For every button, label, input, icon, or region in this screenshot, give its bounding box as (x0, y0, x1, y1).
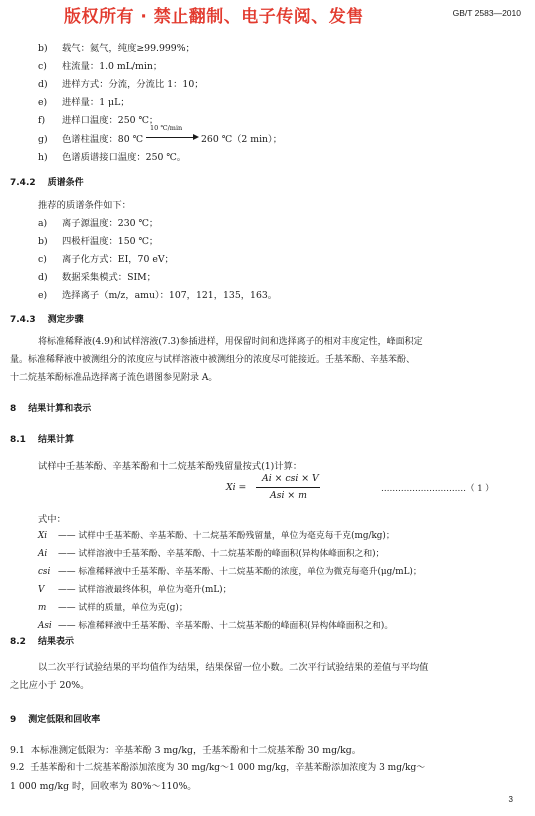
variable-definition: csi —— 标准稀释液中壬基苯酚、辛基苯酚、十二烷基苯酚的浓度，单位为微克每毫升(μg/mL)； (38, 567, 422, 577)
formula-lhs: Xi = (226, 482, 247, 493)
gc-interface-item: h) 色谱质谱接口温度：250 ℃。 (38, 152, 187, 163)
result-line: 以二次平行试验结果的平均值作为结果，结果保留一位小数。二次平行试验结果的差值与平均值 (38, 662, 429, 673)
procedure-line: 十二烷基苯酚标准品选择离子流色谱图参见附录 A。 (10, 373, 218, 383)
ms-item: d) 数据采集模式：SIM； (38, 272, 156, 283)
variable-definition: V —— 试样溶液最终体积，单位为毫升(mL)； (38, 585, 232, 595)
variable-definition: Asi —— 标准稀释液中壬基苯酚、辛基苯酚、十二烷基苯酚的峰面积(异构体峰面积之和)。 (38, 621, 394, 631)
variable-definition: m —— 试样的质量，单位为克(g)； (38, 603, 188, 613)
section-heading-9: 9 测定低限和回收率 (10, 715, 101, 725)
procedure-line: 将标准稀释液(4.9)和试样溶液(7.3)参插进样，用保留时间和选择离子的相对丰度定性，峰面积定 (38, 337, 423, 347)
recovery-line: 1 000 mg/kg 时，回收率为 80%～110%。 (10, 781, 197, 792)
page-number: 3 (508, 795, 513, 804)
formula-denominator: Asi × m (270, 490, 307, 501)
gc-item: d) 进样方式：分流，分流比 1：10； (38, 79, 204, 90)
temp-program-arrow (146, 137, 194, 138)
recovery-line: 9.2 壬基苯酚和十二烷基苯酚添加浓度为 30 mg/kg～1 000 mg/kg，辛基苯酚添加浓度为 3 mg/kg～ (10, 763, 426, 773)
arrow-head-icon (193, 134, 199, 140)
gc-item: b) 载气：氦气，纯度≥99.999%； (38, 43, 195, 54)
temp-rate-label: 10 ℃/min (150, 124, 183, 132)
variable-definition: Xi —— 试样中壬基苯酚、辛基苯酚、十二烷基苯酚残留量，单位为毫克每千克(mg/kg)； (38, 531, 395, 541)
procedure-line: 量。标准稀释液中被测组分的浓度应与试样溶液中被测组分的浓度尽可能接近。壬基苯酚、辛基苯酚、 (10, 355, 416, 365)
fraction-bar (256, 487, 320, 488)
gc-item: f) 进样口温度：250 ℃； (38, 115, 159, 126)
where-label: 式中： (38, 514, 66, 525)
formula-number: …………………………（ 1 ） (381, 484, 494, 494)
gc-item: e) 进样量：1 μL； (38, 97, 130, 108)
standard-code: GB/T 2583—2010 (452, 8, 521, 18)
detection-limit: 9.1 本标准测定低限为：辛基苯酚 3 mg/kg，壬基苯酚和十二烷基苯酚 30 mg/kg。 (10, 745, 362, 756)
ms-item: a) 离子源温度：230 ℃； (38, 218, 159, 229)
column-temp-item: g) 色谱柱温度：80 ℃ (38, 134, 143, 145)
ms-item: c) 离子化方式：EI，70 eV； (38, 254, 174, 265)
result-line: 之比应小于 20%。 (10, 680, 90, 691)
ms-item: e) 选择离子（m/z，amu）：107，121，135，163。 (38, 290, 278, 301)
ms-item: b) 四极杆温度：150 ℃； (38, 236, 159, 247)
column-temp-final: 260 ℃（2 min）； (201, 134, 282, 145)
section-heading-7-4-2: 7.4.2 质谱条件 (10, 178, 84, 188)
formula-numerator: Ai × csi × V (262, 473, 319, 484)
ms-intro: 推荐的质谱条件如下： (38, 200, 131, 211)
calc-intro: 试样中壬基苯酚、辛基苯酚和十二烷基苯酚残留量按式(1)计算： (38, 461, 303, 472)
section-heading-8-2: 8.2 结果表示 (10, 637, 74, 647)
gc-item: c) 柱流量：1.0 mL/min； (38, 61, 163, 72)
section-heading-7-4-3: 7.4.3 测定步骤 (10, 315, 84, 325)
section-heading-8-1: 8.1 结果计算 (10, 435, 74, 445)
section-heading-8: 8 结果计算和表示 (10, 404, 92, 414)
copyright-watermark: 版权所有 · 禁止翻制、电子传阅、发售 (64, 7, 364, 27)
variable-definition: Ai —— 试样溶液中壬基苯酚、辛基苯酚、十二烷基苯酚的峰面积(异构体峰面积之和)； (38, 549, 385, 559)
